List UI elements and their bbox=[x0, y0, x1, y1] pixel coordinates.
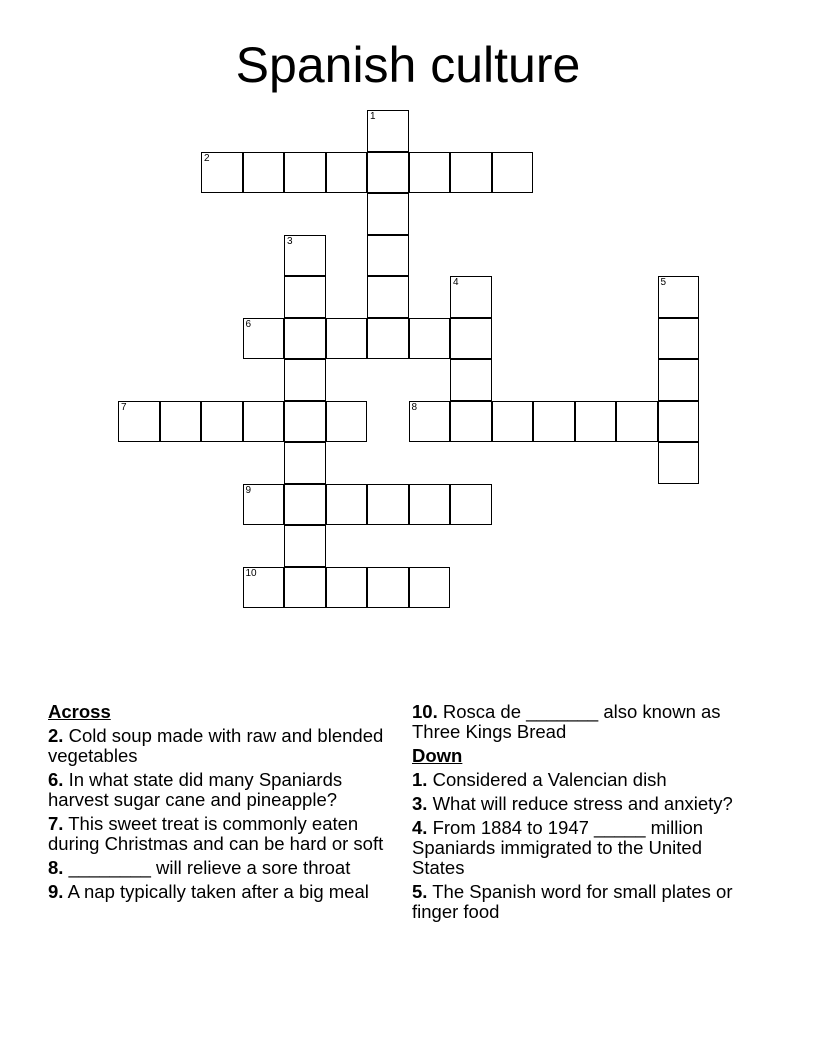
clue-number-label: 8 bbox=[411, 401, 418, 413]
crossword-cell[interactable] bbox=[326, 318, 368, 360]
clue-number: 3. bbox=[412, 793, 428, 814]
clues-left-column bbox=[48, 702, 388, 906]
crossword-cell[interactable] bbox=[409, 401, 451, 443]
crossword-cell[interactable] bbox=[658, 276, 700, 318]
clue-text: ________ will relieve a sore throat bbox=[68, 857, 351, 878]
crossword-cell[interactable] bbox=[243, 152, 285, 194]
clue-number: 1. bbox=[412, 769, 428, 790]
clue-number-label: 7 bbox=[121, 401, 127, 413]
crossword-cell[interactable] bbox=[409, 567, 451, 609]
clue-number-label: 4 bbox=[453, 277, 459, 288]
crossword-cell[interactable] bbox=[533, 401, 575, 443]
clue-number: 10. bbox=[412, 701, 438, 722]
crossword-cell[interactable] bbox=[367, 193, 409, 235]
page-title: Spanish culture bbox=[235, 37, 581, 93]
crossword-cell[interactable] bbox=[616, 401, 658, 443]
clue-number: 5. bbox=[412, 881, 428, 902]
crossword-cell[interactable] bbox=[409, 152, 451, 194]
crossword-cell[interactable] bbox=[243, 567, 285, 609]
crossword-cell[interactable] bbox=[284, 525, 326, 567]
crossword-cell[interactable] bbox=[450, 484, 492, 526]
clue-across-9 bbox=[48, 882, 388, 902]
crossword-cell[interactable] bbox=[284, 152, 326, 194]
clue-across-2 bbox=[48, 726, 388, 766]
clue-text: Considered a Valencian dish bbox=[432, 769, 667, 790]
crossword-cell[interactable] bbox=[367, 110, 409, 152]
clue-text: Rosca de _______ also known as Three Kings Bread bbox=[412, 701, 721, 742]
crossword-cell[interactable] bbox=[450, 359, 492, 401]
crossword-cell[interactable] bbox=[326, 484, 368, 526]
crossword-cell[interactable] bbox=[658, 359, 700, 401]
crossword-cell[interactable] bbox=[367, 235, 409, 277]
crossword-cell[interactable] bbox=[118, 401, 160, 443]
crossword-cell[interactable] bbox=[367, 484, 409, 526]
crossword-cell[interactable] bbox=[409, 484, 451, 526]
crossword-cell[interactable] bbox=[658, 318, 700, 360]
clue-text: A nap typically taken after a big meal bbox=[67, 881, 369, 902]
clue-text: In what state did many Spaniards harvest sugar cane and pineapple? bbox=[48, 769, 343, 810]
clue-number-label: 10 bbox=[245, 567, 257, 579]
crossword-cell[interactable] bbox=[284, 484, 326, 526]
clue-number: 8. bbox=[48, 857, 64, 878]
clue-number-label: 6 bbox=[245, 318, 252, 330]
clue-down-1 bbox=[412, 770, 752, 790]
clue-across-6 bbox=[48, 770, 388, 810]
crossword-cell[interactable] bbox=[243, 318, 285, 360]
crossword-cell[interactable] bbox=[201, 152, 243, 194]
clue-text: What will reduce stress and anxiety? bbox=[432, 793, 733, 814]
clue-across-8 bbox=[48, 858, 388, 878]
clue-number-label: 1 bbox=[370, 111, 376, 122]
clue-number: 7. bbox=[48, 813, 64, 834]
crossword-cell[interactable] bbox=[492, 152, 534, 194]
down-heading: Down bbox=[412, 745, 463, 766]
clue-number: 2. bbox=[48, 725, 64, 746]
crossword-cell[interactable] bbox=[450, 318, 492, 360]
crossword-cell[interactable] bbox=[284, 401, 326, 443]
across-heading: Across bbox=[48, 701, 111, 722]
crossword-cell[interactable] bbox=[367, 276, 409, 318]
crossword-cell[interactable] bbox=[492, 401, 534, 443]
crossword-cell[interactable] bbox=[284, 276, 326, 318]
clue-number-label: 2 bbox=[204, 152, 210, 164]
clue-across-10 bbox=[412, 702, 752, 742]
crossword-cell[interactable] bbox=[201, 401, 243, 443]
crossword-cell[interactable] bbox=[450, 401, 492, 443]
clue-text: From 1884 to 1947 _____ million Spaniards immigrated to the United States bbox=[412, 817, 704, 878]
clue-across-7 bbox=[48, 814, 388, 854]
crossword-cell[interactable] bbox=[326, 401, 368, 443]
clue-number: 9. bbox=[48, 881, 64, 902]
crossword-cell[interactable] bbox=[450, 276, 492, 318]
clue-text: The Spanish word for small plates or finger food bbox=[412, 881, 733, 922]
clue-down-3 bbox=[412, 794, 752, 814]
crossword-cell[interactable] bbox=[367, 152, 409, 194]
crossword-cell[interactable] bbox=[450, 152, 492, 194]
crossword-cell[interactable] bbox=[367, 318, 409, 360]
crossword-cell[interactable] bbox=[326, 567, 368, 609]
crossword-cell[interactable] bbox=[284, 318, 326, 360]
clue-number: 4. bbox=[412, 817, 428, 838]
clue-number-label: 5 bbox=[660, 277, 667, 288]
clue-text: This sweet treat is commonly eaten during Christmas and can be hard or soft bbox=[48, 813, 384, 854]
clues-right-column bbox=[412, 702, 752, 926]
clue-number: 6. bbox=[48, 769, 64, 790]
crossword-cell[interactable] bbox=[160, 401, 202, 443]
crossword-cell[interactable] bbox=[658, 442, 700, 484]
crossword-cell[interactable] bbox=[658, 401, 700, 443]
clue-down-4 bbox=[412, 818, 752, 878]
clue-number-label: 9 bbox=[245, 484, 252, 496]
clue-number-label: 3 bbox=[287, 235, 293, 247]
clue-text: Cold soup made with raw and blended vegetables bbox=[48, 725, 384, 766]
crossword-cell[interactable] bbox=[575, 401, 617, 443]
crossword-cell[interactable] bbox=[409, 318, 451, 360]
crossword-cell[interactable] bbox=[284, 442, 326, 484]
crossword-cell[interactable] bbox=[243, 484, 285, 526]
clue-down-5 bbox=[412, 882, 752, 922]
crossword-cell[interactable] bbox=[367, 567, 409, 609]
crossword-cell[interactable] bbox=[243, 401, 285, 443]
crossword-cell[interactable] bbox=[326, 152, 368, 194]
crossword-cell[interactable] bbox=[284, 567, 326, 609]
crossword-cell[interactable] bbox=[284, 235, 326, 277]
crossword-cell[interactable] bbox=[284, 359, 326, 401]
